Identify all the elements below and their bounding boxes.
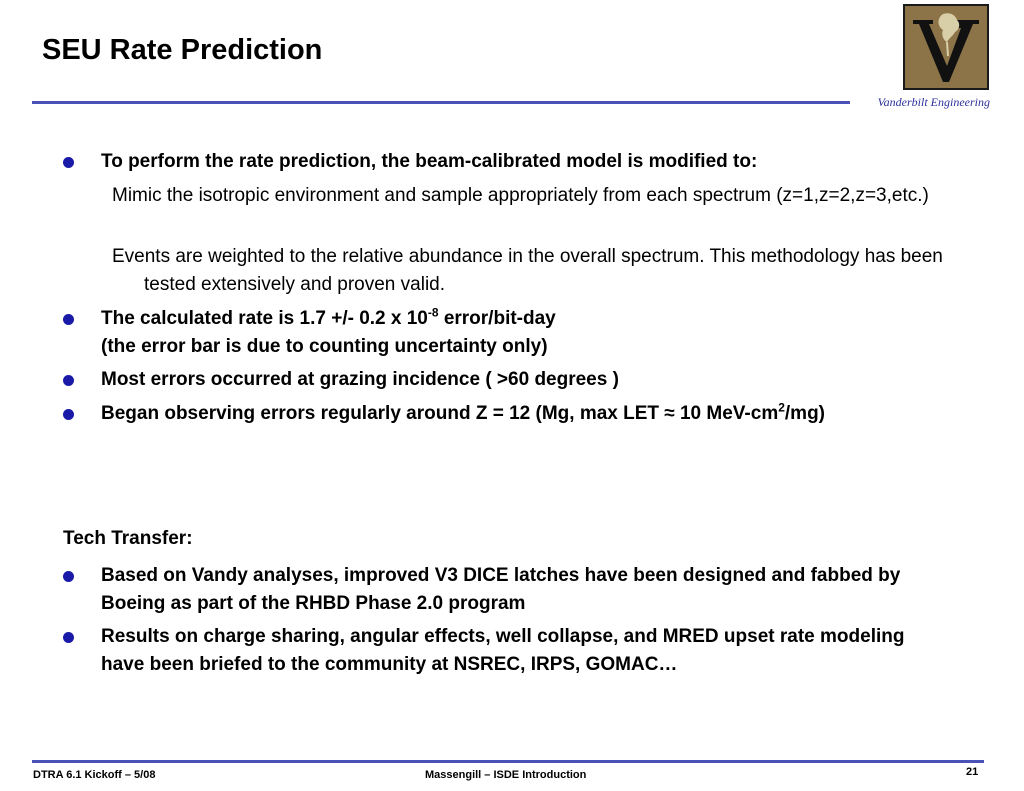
bullet-text: Based on Vandy analyses, improved V3 DICE latches have been designed and fabbed by Boeing as part of the RHBD Phase 2.0 program bbox=[101, 565, 901, 614]
title-rule bbox=[32, 101, 850, 104]
bullet-text-cont: /mg) bbox=[784, 403, 826, 424]
sub-point: Events are weighted to the relative abundance in the overall spectrum. This methodology has been tested extensively and proven valid. bbox=[112, 246, 943, 295]
bullet-text: Results on charge sharing, angular effects, well collapse, and MRED upset rate modeling have been briefed to the community at NSREC, IRPS, GOMAC… bbox=[101, 626, 905, 675]
bullet-text: Began observing errors regularly around Z = 12 (Mg, max LET ≈ 10 MeV-cm bbox=[101, 403, 779, 424]
page-title: SEU Rate Prediction bbox=[42, 34, 323, 66]
bullet-text: To perform the rate prediction, the beam-calibrated model is modified to: bbox=[101, 151, 758, 172]
bullet-text: Most errors occurred at grazing incidence ( >60 degrees ) bbox=[101, 369, 619, 390]
vanderbilt-logo bbox=[903, 4, 989, 90]
page-number: 21 bbox=[966, 766, 979, 778]
bullet-dot-icon bbox=[63, 632, 74, 643]
sub-point: Mimic the isotropic environment and sample appropriately from each spectrum (z=1,z=2,z=3,etc.) bbox=[112, 185, 929, 206]
footer-rule bbox=[32, 760, 984, 763]
exponent: -8 bbox=[427, 305, 439, 320]
bullet-text: The calculated rate is 1.7 +/- 0.2 x 10 bbox=[101, 308, 428, 329]
bullet-dot-icon bbox=[63, 314, 74, 325]
bullet-text-cont: error/bit-day bbox=[438, 308, 556, 329]
section-heading: Tech Transfer: bbox=[63, 528, 193, 549]
brand-text: Vanderbilt Engineering bbox=[877, 95, 990, 109]
bullet-dot-icon bbox=[63, 157, 74, 168]
bullet-dot-icon bbox=[63, 375, 74, 386]
bullet-dot-icon bbox=[63, 571, 74, 582]
bullet-dot-icon bbox=[63, 409, 74, 420]
footer-center: Massengill – ISDE Introduction bbox=[425, 769, 587, 781]
exponent: 2 bbox=[778, 400, 785, 415]
footer-left: DTRA 6.1 Kickoff – 5/08 bbox=[33, 769, 156, 781]
bullet-text-line2: (the error bar is due to counting uncertainty only) bbox=[101, 336, 548, 357]
